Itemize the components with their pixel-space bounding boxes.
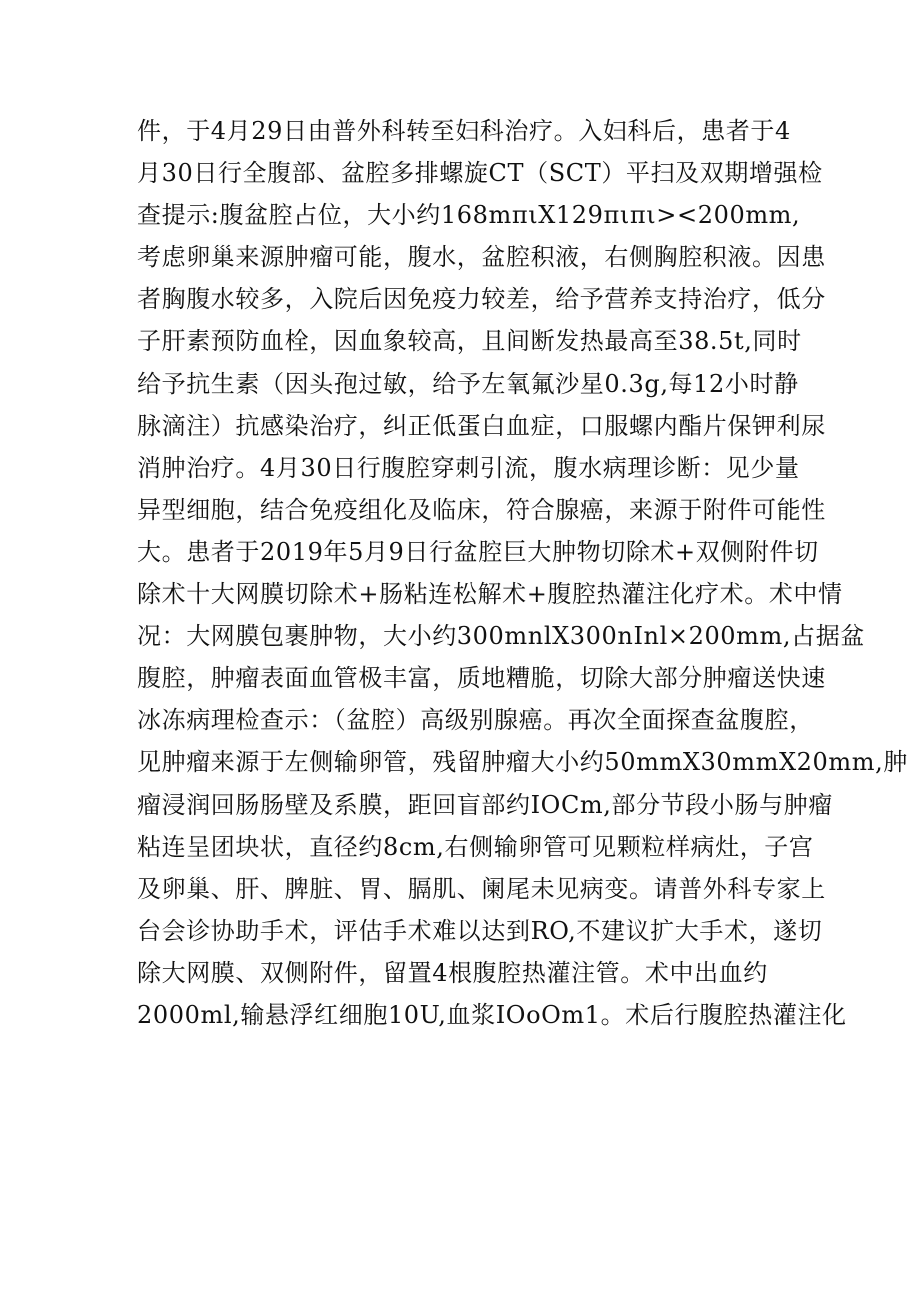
text-line: 大。患者于2019年5月9日行盆腔巨大肿物切除术+双侧附件切 <box>137 537 819 566</box>
text-line: 异型细胞，结合免疫组化及临床，符合腺癌，来源于附件可能性 <box>137 495 826 524</box>
text-line: 除术十大网膜切除术+肠粘连松解术+腹腔热灌注化疗术。术中情 <box>137 580 843 609</box>
text-line: 消肿治疗。4月30日行腹腔穿刺引流，腹水病理诊断：见少量 <box>137 453 800 482</box>
text-line: 月30日行全腹部、盆腔多排螺旋CT（SCT）平扫及双期增强检 <box>137 159 823 188</box>
text-line: 冰冻病理检查示：（盆腔）高级别腺癌。再次全面探查盆腹腔， <box>137 706 814 735</box>
text-line: 脉滴注）抗感染治疗，纠正低蛋白血症，口服螺内酯片保钾利尿 <box>137 411 826 440</box>
text-line: 瘤浸润回肠肠壁及系膜，距回盲部约IOCm,部分节段小肠与肿瘤 <box>137 790 833 819</box>
text-line: 给予抗生素（因头孢过敏，给予左氧氟沙星0.3g,每12小时静 <box>137 369 799 398</box>
text-line: 见肿瘤来源于左侧输卵管，残留肿瘤大小约50mmX30mmX20mm,肿 <box>137 748 908 777</box>
text-line: 件，于4月29日由普外科转至妇科治疗。入妇科后，患者于4 <box>137 117 791 145</box>
body-text <box>137 110 908 1036</box>
text-line: 腹腔，肿瘤表面血管极丰富，质地糟脆，切除大部分肿瘤送快速 <box>137 664 826 693</box>
text-line: 子肝素预防血栓，因血象较高，且间断发热最高至38.5t,同时 <box>137 327 802 356</box>
text-line: 2000ml,输悬浮红细胞10U,血浆IOoOm1。术后行腹腔热灌注化 <box>137 1000 847 1029</box>
text-line: 考虑卵巢来源肿瘤可能，腹水，盆腔积液，右侧胸腔积液。因患 <box>137 243 826 272</box>
text-line: 及卵巢、肝、脾脏、胃、膈肌、阑尾未见病变。请普外科专家上 <box>137 874 826 903</box>
text-line: 除大网膜、双侧附件，留置4根腹腔热灌注管。术中出血约 <box>137 958 768 987</box>
text-line: 粘连呈团块状，直径约8cm,右侧输卵管可见颗粒样病灶，子宫 <box>137 832 814 861</box>
text-line: 查提示:腹盆腔占位，大小约168mπιX129πιπι><200mm, <box>137 201 801 230</box>
text-line: 者胸腹水较多，入院后因免疫力较差，给予营养支持治疗，低分 <box>137 285 826 314</box>
text-line: 台会诊协助手术，评估手术难以达到RO,不建议扩大手术，遂切 <box>137 916 823 945</box>
text-line: 况：大网膜包裹肿物，大小约300mnlX300nInl×200mm,占据盆 <box>137 622 865 651</box>
